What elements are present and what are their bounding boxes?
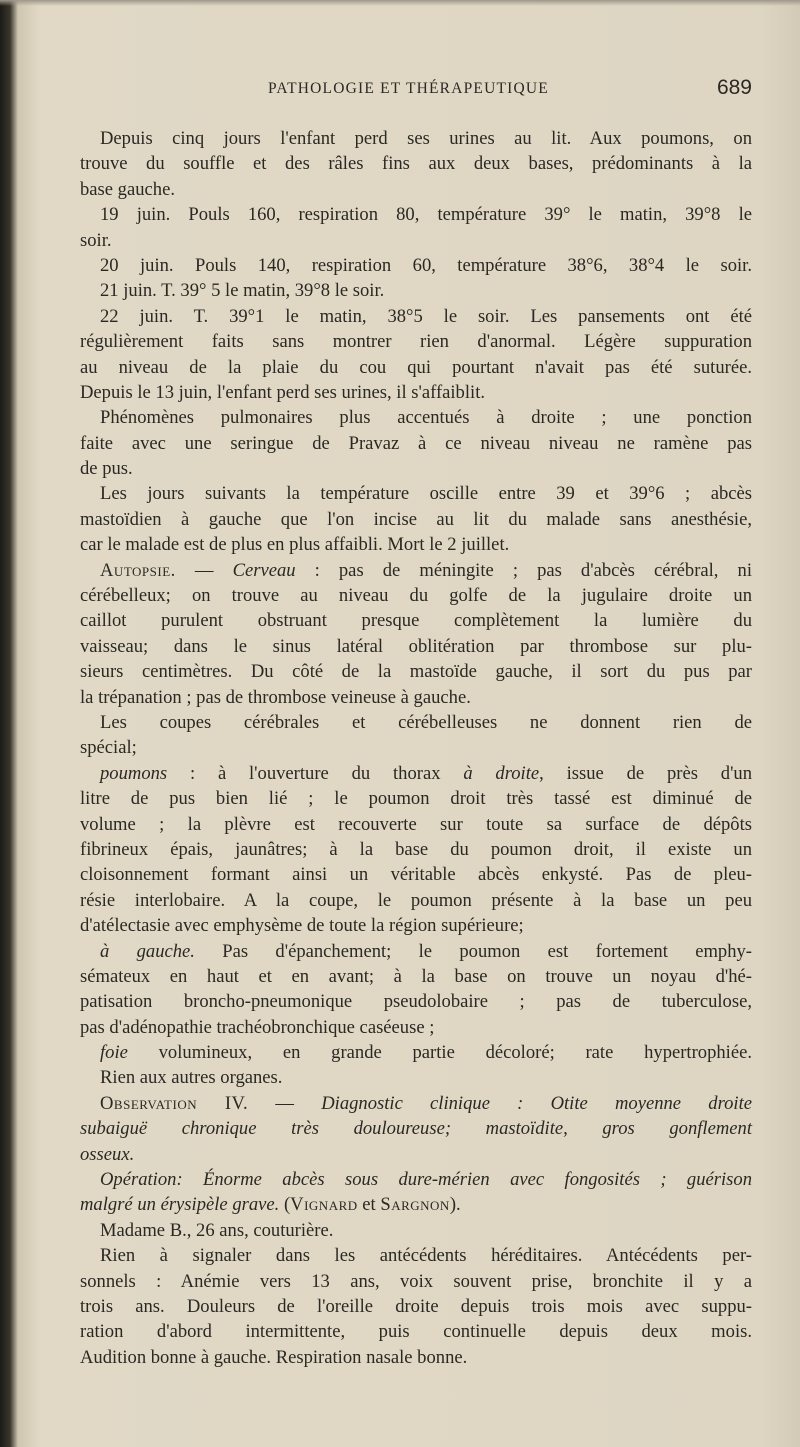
observation-label: Observation IV. bbox=[100, 1092, 249, 1114]
page-number: 689 bbox=[716, 76, 752, 99]
running-head: PATHOLOGIE ET THÉRAPEUTIQUE bbox=[268, 80, 549, 97]
text-line: car le malade est de plus en plus affaibli. Mort le 2 juillet. bbox=[80, 534, 510, 556]
text-line: sémateux en haut et en avant; à la base on trouve un noyau d'hé- bbox=[80, 965, 752, 987]
text-line bbox=[80, 761, 752, 786]
text-line: Rien aux autres organes. bbox=[100, 1067, 283, 1089]
page-body bbox=[80, 126, 752, 1370]
text-line: litre de pus bien lié ; le poumon droit très tassé est diminué de bbox=[80, 788, 752, 810]
text-line: volume ; la plèvre est recouverte sur toute sa surface de dépôts bbox=[80, 813, 752, 835]
dash: — bbox=[248, 1092, 322, 1114]
text-line: de pus. bbox=[80, 458, 133, 480]
a-gauche-label: à gauche. bbox=[100, 940, 195, 962]
text-line: ration d'abord intermittente, puis continuelle depuis deux mois. bbox=[80, 1321, 752, 1343]
text-line: osseux. bbox=[80, 1143, 135, 1165]
text-line bbox=[80, 1091, 752, 1116]
text-line: trouve du souffle et des râles fins aux deux bases, prédominants à la bbox=[80, 153, 752, 175]
text-run: : Énorme abcès sous dure-mérien avec fongosités ; guérison bbox=[176, 1169, 752, 1191]
text-line: spécial; bbox=[80, 737, 137, 759]
text-line: 21 juin. T. 39° 5 le matin, 39°8 le soir. bbox=[100, 280, 385, 302]
a-droite-label: à droite bbox=[463, 762, 540, 784]
text-line: base gauche. bbox=[80, 178, 175, 200]
text-line: 22 juin. T. 39°1 le matin, 38°5 le soir. Les pansements ont été bbox=[100, 305, 752, 327]
text-line: sonnels : Anémie vers 13 ans, voix souvent prise, bronchite il y a bbox=[80, 1270, 752, 1292]
page-top-edge bbox=[0, 0, 800, 6]
text-line: Madame B., 26 ans, couturière. bbox=[100, 1219, 334, 1241]
text-line: 19 juin. Pouls 160, respiration 80, température 39° le matin, 39°8 le bbox=[100, 204, 752, 226]
author-name: Vignard bbox=[290, 1194, 358, 1216]
text-line: Phénomènes pulmonaires plus accentués à droite ; une ponction bbox=[100, 407, 752, 429]
text-line: d'atélectasie avec emphysème de toute la région supérieure; bbox=[80, 915, 524, 937]
text-line bbox=[80, 558, 752, 583]
text-line: au niveau de la plaie du cou qui pourtant n'avait pas été suturée. bbox=[80, 356, 752, 378]
text-run: ). bbox=[449, 1194, 461, 1216]
autopsie-label: Autopsie. bbox=[100, 559, 176, 581]
text-line: fibrineux épais, jaunâtres; à la base du poumon droit, il existe un bbox=[80, 838, 752, 860]
text-line: Audition bonne à gauche. Respiration nasale bonne. bbox=[80, 1346, 468, 1368]
text-line: trois ans. Douleurs de l'oreille droite depuis trois mois avec suppu- bbox=[80, 1295, 752, 1317]
text-line: Rien à signaler dans les antécédents héréditaires. Antécédents per- bbox=[100, 1245, 752, 1267]
text-run: ( bbox=[279, 1194, 291, 1216]
text-line: Depuis cinq jours l'enfant perd ses urines au lit. Aux poumons, on bbox=[100, 128, 752, 149]
text-run: , issue de près d'un bbox=[539, 762, 753, 784]
text-line: patisation broncho-pneumonique pseudolobaire ; pas de tuberculose, bbox=[80, 991, 752, 1013]
text-line: cérébelleux; on trouve au niveau du golfe de la jugulaire droite un bbox=[80, 585, 752, 607]
text-line: faite avec une seringue de Pravaz à ce niveau niveau ne ramène pas bbox=[80, 432, 752, 454]
poumons-label: poumons bbox=[100, 762, 168, 784]
text-run: : à l'ouverture du thorax bbox=[167, 762, 464, 784]
text-line: soir. bbox=[80, 229, 112, 251]
operation-label: Opération bbox=[100, 1169, 177, 1191]
text-line: mastoïdien à gauche que l'on incise au lit du malade sans anesthésie, bbox=[80, 508, 752, 530]
page-header bbox=[80, 76, 752, 102]
text-line: caillot purulent obstruant presque complètement la lumière du bbox=[80, 610, 752, 632]
text-run: et bbox=[357, 1194, 381, 1216]
text-line bbox=[80, 1167, 752, 1192]
text-line bbox=[80, 1192, 752, 1217]
text-line: Les coupes cérébrales et cérébelleuses ne donnent rien de bbox=[100, 711, 752, 733]
text-line: Depuis le 13 juin, l'enfant perd ses urines, il s'affaiblit. bbox=[80, 381, 486, 403]
foie-label: foie bbox=[100, 1042, 128, 1064]
diagnostic-title: Diagnostic clinique : Otite moyenne droite bbox=[321, 1092, 752, 1114]
text-line: Les jours suivants la température oscille entre 39 et 39°6 ; abcès bbox=[100, 483, 752, 505]
text-line bbox=[80, 939, 752, 964]
cerveau-label: Cerveau bbox=[232, 559, 296, 581]
text-run: volumineux, en grande partie décoloré; rate hypertrophiée. bbox=[127, 1042, 752, 1064]
text-line: vaisseau; dans le sinus latéral oblitération par thrombose sur plu- bbox=[80, 635, 752, 657]
text-run: malgré un érysipèle grave. bbox=[80, 1194, 280, 1216]
text-line: la trépanation ; pas de thrombose veineuse à gauche. bbox=[80, 686, 471, 708]
text-line: cloisonnement formant ainsi un véritable abcès enkysté. Pas de pleu- bbox=[80, 864, 752, 886]
text-line: résie interlobaire. A la coupe, le poumon présente à la base un peu bbox=[80, 889, 752, 911]
text-run: Pas d'épanchement; le poumon est fortement emphy- bbox=[194, 940, 753, 962]
text-line: régulièrement faits sans montrer rien d'anormal. Légère suppuration bbox=[80, 331, 752, 353]
dash: — bbox=[175, 559, 233, 581]
author-name: Sargnon bbox=[380, 1194, 450, 1216]
text-run: : pas de méningite ; pas d'abcès cérébral, ni bbox=[295, 559, 753, 581]
text-line: pas d'adénopathie trachéobronchique caséeuse ; bbox=[80, 1016, 435, 1038]
text-line: subaiguë chronique très douloureuse; mastoïdite, gros gonflement bbox=[80, 1118, 752, 1140]
text-line: sieurs centimètres. Du côté de la mastoïde gauche, il sort du pus par bbox=[80, 661, 752, 683]
text-line: 20 juin. Pouls 140, respiration 60, température 38°6, 38°4 le soir. bbox=[100, 254, 752, 276]
text-line bbox=[80, 1040, 752, 1065]
